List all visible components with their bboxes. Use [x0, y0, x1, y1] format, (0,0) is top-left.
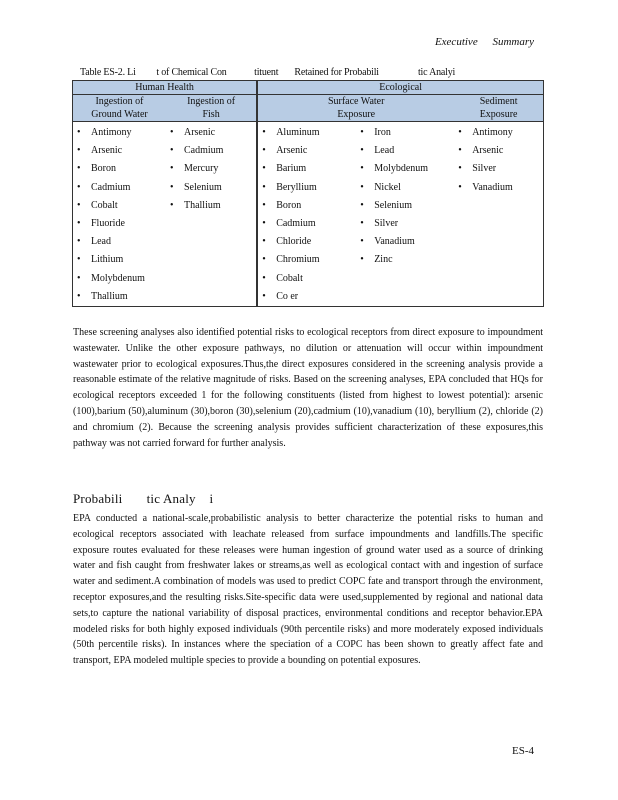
list-item: • Cadmium — [166, 142, 256, 160]
list-surface-water-1 — [258, 122, 356, 306]
list-item: • Fluoride — [73, 215, 166, 233]
group-human-health: Human Health — [73, 81, 258, 95]
list-item: • Silver — [454, 160, 543, 178]
list-item: • Lead — [356, 142, 454, 160]
list-item: • Thallium — [166, 197, 256, 215]
list-item: • Selenium — [166, 179, 256, 197]
list-item: • Co er — [258, 288, 356, 306]
list-item: • Selenium — [356, 197, 454, 215]
list-item: • Mercury — [166, 160, 256, 178]
list-item: • Chromium — [258, 251, 356, 269]
list-item: • Lead — [73, 233, 166, 251]
list-item: • Arsenic — [73, 142, 166, 160]
list-item: • Barium — [258, 160, 356, 178]
list-item: • Vanadium — [454, 179, 543, 197]
list-item: • Zinc — [356, 251, 454, 269]
list-ground-water — [73, 122, 166, 306]
list-item: • Lithium — [73, 251, 166, 269]
list-fish — [166, 122, 256, 215]
constituents-table — [72, 80, 544, 307]
subhead-surface-water-label: Surface Water Exposure — [327, 96, 385, 120]
page-number: ES-4 — [512, 745, 534, 757]
list-item: • Vanadium — [356, 233, 454, 251]
list-item: • Aluminum — [258, 124, 356, 142]
subhead-sediment — [454, 95, 543, 122]
cell-ground-water — [73, 122, 166, 307]
subhead-surface-water — [257, 95, 454, 122]
list-item: • Thallium — [73, 288, 166, 306]
list-item: • Chloride — [258, 233, 356, 251]
cell-fish — [166, 122, 257, 307]
subhead-fish — [166, 95, 257, 122]
group-ecological: Ecological — [257, 81, 543, 95]
list-item: • Cobalt — [258, 270, 356, 288]
surface-water-columns — [258, 122, 454, 306]
list-item: • Antimony — [454, 124, 543, 142]
table-title: Table ES-2. Li t of Chemical Con tituent Retained for Probabili tic Analyi — [80, 67, 456, 78]
paragraph-probabilistic: EPA conducted a national-scale,probabilistic analysis to better characterize the potential risks to human and ecological receptors associated with leachate released from surface impoundments and landfills.The specific exposure routes evaluated for these releases were human ingestion of ground water used as a source of drinking water and fish caught from freshwater lakes or streams,as well as ecological contact with and ingestion of surface water and sediment.A combination of models was used to predict COPC fate and transport through the environment, receptor exposures,and the resulting risks.Site-specific data were used,supplemented by regional and national data sets,to capture the national variability of disposal practices, environmental conditions and receptor behavior.EPA modeled risks for both highly exposed individuals (90th percentile risks) and more moderately exposed individuals (50th percentile risks). In instances where the speciation of a COPC has been shown to greatly affect fate and transport, EPA modeled multiple species to provide a bounding on potential exposures. — [73, 513, 543, 667]
list-item: • Boron — [73, 160, 166, 178]
section-heading: Probabili tic Analy i — [73, 491, 214, 506]
list-item: • Molybdenum — [73, 270, 166, 288]
subhead-ground-water-label: Ingestion of Ground Water — [91, 96, 148, 120]
list-item: • Cobalt — [73, 197, 166, 215]
list-item: • Arsenic — [454, 142, 543, 160]
cell-sediment — [454, 122, 543, 307]
list-item: • Arsenic — [166, 124, 256, 142]
list-surface-water-2 — [356, 122, 454, 306]
list-item: • Silver — [356, 215, 454, 233]
list-item: • Cadmium — [258, 215, 356, 233]
list-item: • Beryllium — [258, 179, 356, 197]
running-header: Executive Summary — [434, 36, 534, 48]
list-sediment — [454, 122, 543, 197]
list-item: • Nickel — [356, 179, 454, 197]
list-item: • Molybdenum — [356, 160, 454, 178]
list-item: • Iron — [356, 124, 454, 142]
list-item: • Antimony — [73, 124, 166, 142]
subhead-ground-water — [73, 95, 166, 122]
cell-surface-water — [257, 122, 454, 307]
subhead-sediment-label: Sediment Exposure — [479, 96, 518, 120]
list-item: • Arsenic — [258, 142, 356, 160]
list-item: • Boron — [258, 197, 356, 215]
subhead-fish-label: Ingestion of Fish — [187, 96, 236, 120]
list-item: • Cadmium — [73, 179, 166, 197]
paragraph-screening: These screening analyses also identified potential risks to ecological receptors from direct exposure to impoundment wastewater. Unlike the other exposure pathways, no dilution or attenuation will occur within impoundment wastewater prior to ecological exposures.Thus,the direct exposures considered in the screening analysis provide a reasonable estimate of the relative magnitude of risks. Based on the screening analyses, EPA concluded that HQs for ecological receptors exceeded 1 for the following constituents (listed from highest to lowest potential): arsenic (100),barium (50),aluminum (30),boron (30),selenium (20),cadmium (10),vanadium (10), beryllium (2), chloride (2) and chromium (2). Because the screening analysis provides sufficient characterization of these exposures,this pathway was not carried forward for further analysis. — [73, 327, 543, 449]
